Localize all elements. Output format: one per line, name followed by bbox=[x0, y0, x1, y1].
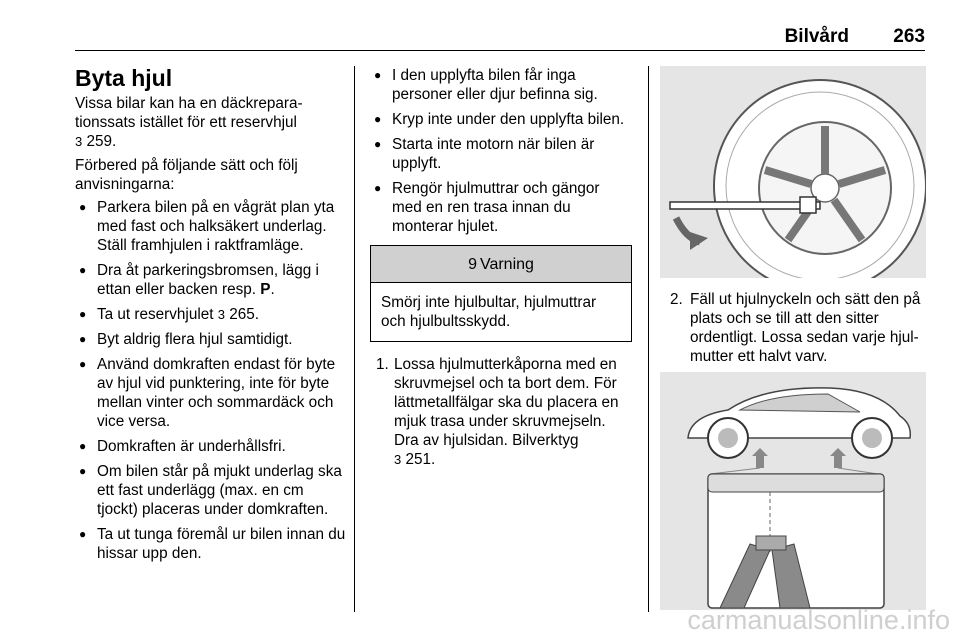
intro-page-ref[interactable]: 259. bbox=[86, 133, 117, 150]
step-number: 1. bbox=[376, 356, 389, 373]
list-item bbox=[75, 261, 347, 299]
page-ref-link[interactable]: 265. bbox=[229, 306, 259, 323]
list-item: ● Ta ut tunga föremål ur bilen innan du hissar upp den. bbox=[75, 525, 347, 563]
wheel-wrench-illustration bbox=[660, 66, 926, 278]
header-rule bbox=[75, 50, 925, 51]
warning-text: Smörj inte hjulbultar, hjulmuttrar och hjulbultsskydd. bbox=[381, 294, 597, 330]
list-item: ● Starta inte motorn när bilen är upplyft. bbox=[370, 135, 632, 173]
list-item: ● Kryp inte under den upplyfta bilen. bbox=[370, 110, 632, 129]
page-ref-link[interactable]: 251. bbox=[405, 451, 436, 468]
warning-title: Varning bbox=[479, 255, 534, 273]
intro-line-2: tionssats istället för ett reservhjul bbox=[75, 114, 297, 131]
step-item bbox=[670, 290, 928, 366]
warning-triangle-icon: 9 bbox=[468, 255, 477, 273]
list-item: ● Om bilen står på mjukt underlag ska ett fast underlägg (max. en cm tjockt) placeras under domkraften. bbox=[75, 462, 347, 519]
list-item-text: . bbox=[270, 281, 275, 298]
steps-list-2 bbox=[670, 290, 928, 366]
list-item: ● Rengör hjulmuttrar och gängor med en ren trasa innan du monterar hjulet. bbox=[370, 179, 632, 236]
gear-p-label: P bbox=[260, 281, 271, 298]
page-title: Byta hjul bbox=[75, 65, 173, 91]
middle-column bbox=[370, 66, 632, 469]
column-divider-left bbox=[354, 66, 355, 612]
intro-line-1: Vissa bilar kan ha en däckrepara- bbox=[75, 95, 303, 112]
column-divider-right bbox=[648, 66, 649, 612]
arrow-reference-icon: 3 bbox=[217, 307, 225, 322]
intro-paragraph bbox=[75, 94, 347, 151]
right-column bbox=[670, 290, 928, 366]
list-item bbox=[75, 305, 347, 324]
prep-text: Förbered på följande sätt och följ anvisningarna: bbox=[75, 157, 298, 193]
watermark: carmanualsonline.info bbox=[687, 605, 950, 635]
list-item-text: Ta ut reservhjulet bbox=[97, 306, 214, 323]
step-text: Lossa hjulmutterkåporna med en skruvmejsel och ta bort dem. För lättmetallfälgar ska du placera en mjuk trasa under skruvmejseln. Dra av hjulsidan. Bilverktyg bbox=[394, 356, 619, 449]
list-item-text: Dra åt parkeringsbromsen, lägg i ettan eller backen resp. bbox=[97, 262, 319, 298]
page-number: 263 bbox=[893, 26, 925, 47]
section-title: Bilvård bbox=[784, 26, 849, 47]
page-header bbox=[75, 26, 925, 48]
step-number: 2. bbox=[670, 291, 683, 308]
left-column bbox=[75, 64, 347, 569]
warning-header bbox=[371, 246, 631, 283]
arrow-reference-icon: 3 bbox=[75, 134, 83, 149]
steps-list-1 bbox=[370, 355, 632, 469]
arrow-reference-icon: 3 bbox=[394, 452, 402, 467]
list-item: ● I den upplyfta bilen får inga personer eller djur befinna sig. bbox=[370, 66, 632, 104]
middle-bullet-list bbox=[370, 66, 632, 236]
step-text: Fäll ut hjulnyckeln och sätt den på plats och se till att den sitter ordentligt. Lossa sedan varje hjulmutter ett halvt varv. bbox=[690, 291, 921, 365]
jack-placement-illustration bbox=[660, 372, 926, 610]
warning-box bbox=[370, 245, 632, 342]
list-item: ● Använd domkraften endast för byte av hjul vid punktering, inte för byte mellan vinter och sommardäck och vice versa. bbox=[75, 355, 347, 431]
list-item: ● Parkera bilen på en vågrät plan yta med fast och halksäkert underlag. Ställ framhjulen i raktframläge. bbox=[75, 198, 347, 255]
step-item bbox=[370, 355, 632, 469]
list-item: ● Byt aldrig flera hjul samtidigt. bbox=[75, 330, 347, 349]
list-item: ● Domkraften är underhållsfri. bbox=[75, 437, 347, 456]
left-bullet-list bbox=[75, 198, 347, 563]
